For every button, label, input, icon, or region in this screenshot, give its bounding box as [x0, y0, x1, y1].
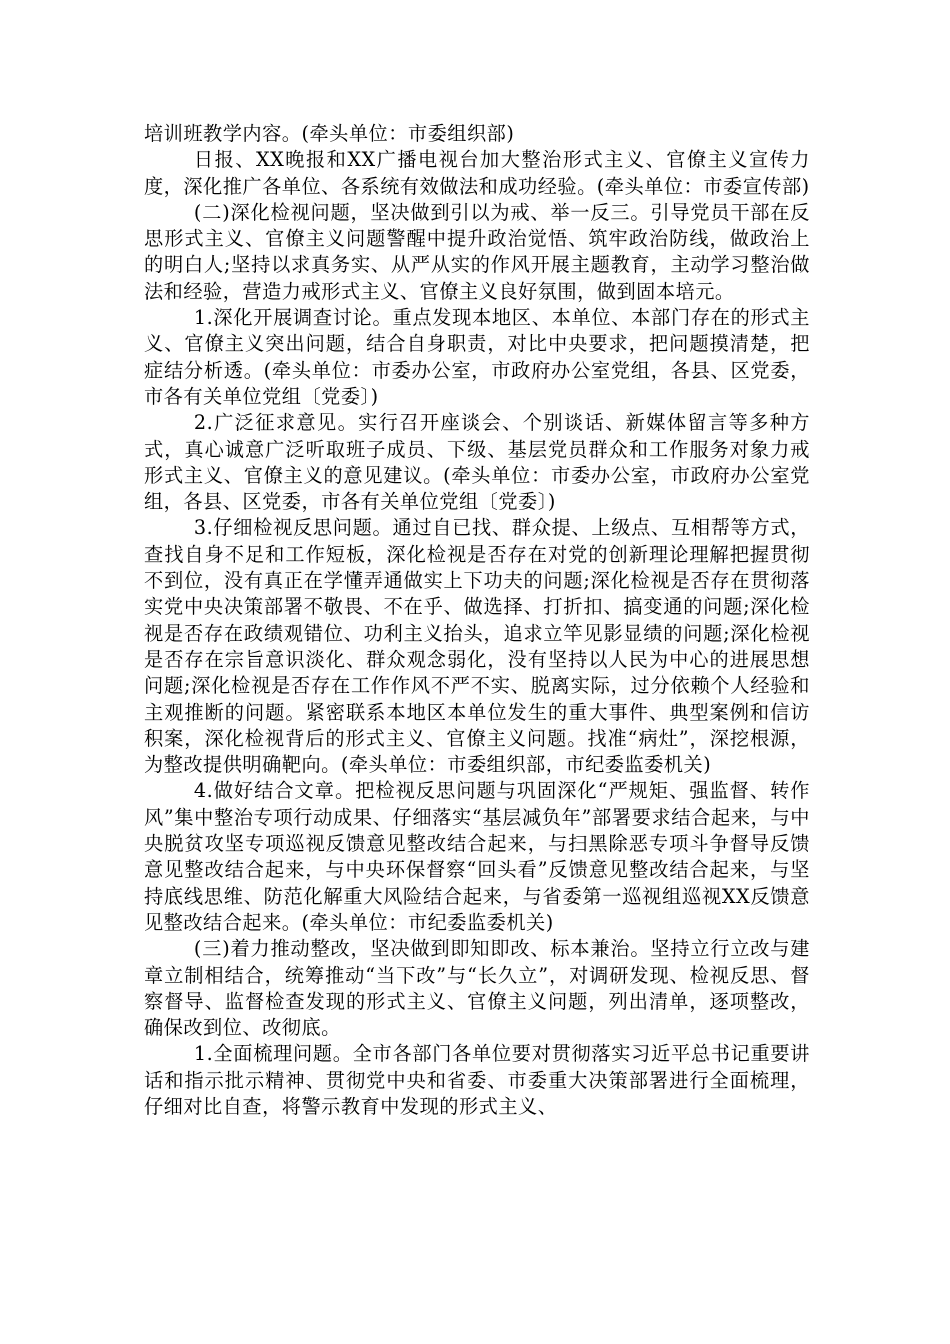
paragraph-section-2: (二)深化检视问题，坚决做到引以为戒、举一反三。引导党员干部在反思形式主义、官僚主义问题警醒中提升政治觉悟、筑牢政治防线，做政治上的明白人;坚持以求真务实、从严从实的作风开展主题教育，主动学习整治做法和经验，营造力戒形式主义、官僚主义良好氛围，做到固本培元。 [144, 200, 810, 303]
paragraph-item-4: 4.做好结合文章。把检视反思问题与巩固深化“严规矩、强监督、转作风”集中整治专项行动成果、仔细落实“基层减负年”部署要求结合起来，与中央脱贫攻坚专项巡视反馈意见整改结合起来，与扫黑除恶专项斗争督导反馈意见整改结合起来，与中央环保督察“回头看”反馈意见整改结合起来，与坚持底线思维、防范化解重大风险结合起来，与省委第一巡视组巡视XX反馈意见整改结合起来。(牵头单位：市纪委监委机关) [144, 779, 810, 934]
paragraph-publicity: 日报、XX晚报和XX广播电视台加大整治形式主义、官僚主义宣传力度，深化推广各单位、各系统有效做法和成功经验。(牵头单位：市委宣传部) [144, 148, 810, 198]
paragraph-item-2: 2.广泛征求意见。实行召开座谈会、个别谈话、新媒体留言等多种方式，真心诚意广泛听取班子成员、下级、基层党员群众和工作服务对象力戒形式主义、官僚主义的意见建议。(牵头单位：市委办公室，市政府办公室党组，各县、区党委，市各有关单位党组〔党委〕) [144, 411, 810, 514]
paragraph-item-1: 1.深化开展调查讨论。重点发现本地区、本单位、本部门存在的形式主义、官僚主义突出问题，结合自身职责，对比中央要求，把问题摸清楚，把症结分析透。(牵头单位：市委办公室，市政府办公室党组，各县、区党委，市各有关单位党组〔党委〕) [144, 306, 810, 408]
paragraph-item-3: 3.仔细检视反思问题。通过自已找、群众提、上级点、互相帮等方式，查找自身不足和工作短板，深化检视是否存在对党的创新理论理解把握贯彻不到位，没有真正在学懂弄通做实上下功夫的问题;深化检视是否存在贯彻落实党中央决策部署不敬畏、不在乎、做选择、打折扣、搞变通的问题;深化检视是否存在政绩观错位、功利主义抬头，追求立竿见影显绩的问题;深化检视是否存在宗旨意识淡化、群众观念弱化，没有坚持以人民为中心的进展思想问题;深化检视是否存在工作作风不严不实、脱离实际，过分依赖个人经验和主观推断的问题。紧密联系本地区本单位发生的重大事件、典型案例和信访积案，深化检视背后的形式主义、官僚主义问题。找准“病灶”，深挖根源，为整改提供明确靶向。(牵头单位：市委组织部，市纪委监委机关) [144, 516, 810, 777]
paragraph-continued: 培训班教学内容。(牵头单位：市委组织部) [144, 122, 515, 145]
paragraph-item-1-review: 1.全面梳理问题。全市各部门各单位要对贯彻落实习近平总书记重要讲话和指示批示精神、贯彻党中央和省委、市委重大决策部署进行全面梳理，仔细对比自查，将警示教育中发现的形式主义、 [144, 1042, 810, 1118]
document-body [144, 121, 810, 1120]
paragraph-section-3: (三)着力推动整改，坚决做到即知即改、标本兼治。坚持立行立改与建章立制相结合，统筹推动“当下改”与“长久立”，对调研发现、检视反思、督察督导、监督检查发现的形式主义、官僚主义问题，列出清单，逐项整改，确保改到位、改彻底。 [144, 937, 810, 1040]
